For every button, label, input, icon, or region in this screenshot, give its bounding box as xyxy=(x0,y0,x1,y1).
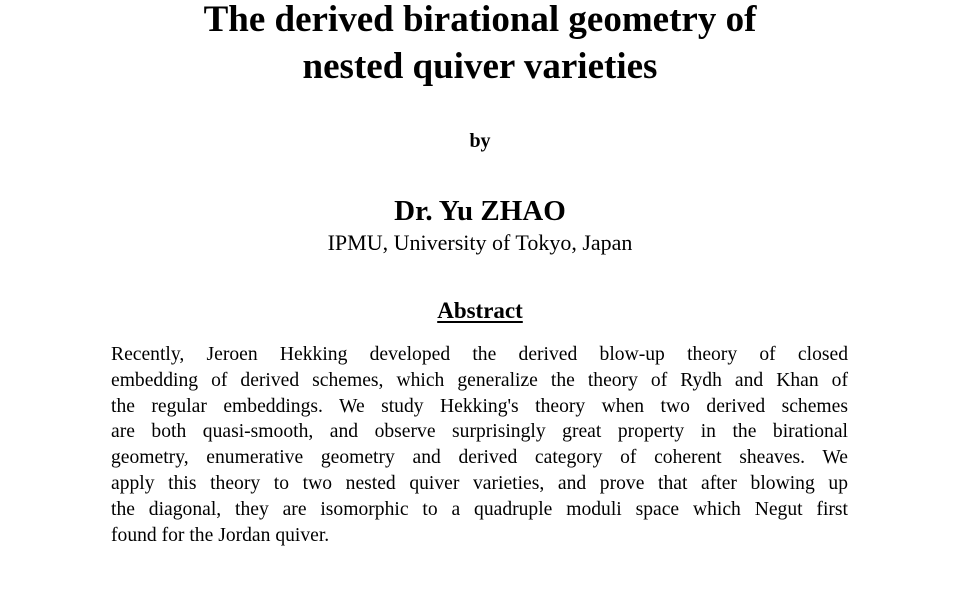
abstract-line: found for the Jordan quiver. xyxy=(111,524,330,546)
abstract-body xyxy=(111,342,848,548)
author-affiliation: IPMU, University of Tokyo, Japan xyxy=(327,230,633,255)
abstract-line: embedding of derived schemes, which generalize the theory of Rydh and Khan of xyxy=(111,369,848,391)
abstract-line: the diagonal, they are isomorphic to a quadruple moduli space which Negut first xyxy=(111,498,848,520)
author-name: Dr. Yu ZHAO xyxy=(394,195,566,227)
abstract-line: the regular embeddings. We study Hekking's theory when two derived schemes xyxy=(111,395,848,417)
paper-title-line-2: nested quiver varieties xyxy=(302,46,658,87)
paper-title-line-1: The derived birational geometry of xyxy=(203,0,757,40)
abstract-line: Recently, Jeroen Hekking developed the derived blow-up theory of closed xyxy=(111,344,848,365)
abstract-line: geometry, enumerative geometry and derived category of coherent sheaves. We xyxy=(111,447,848,469)
abstract-heading-text: Abstract xyxy=(437,298,523,323)
by-label: by xyxy=(469,130,491,152)
abstract-line: apply this theory to two nested quiver varieties, and prove that after blowing up xyxy=(111,472,848,494)
abstract-line: are both quasi-smooth, and observe surprisingly great property in the birational xyxy=(111,421,848,443)
abstract-heading xyxy=(0,296,960,326)
